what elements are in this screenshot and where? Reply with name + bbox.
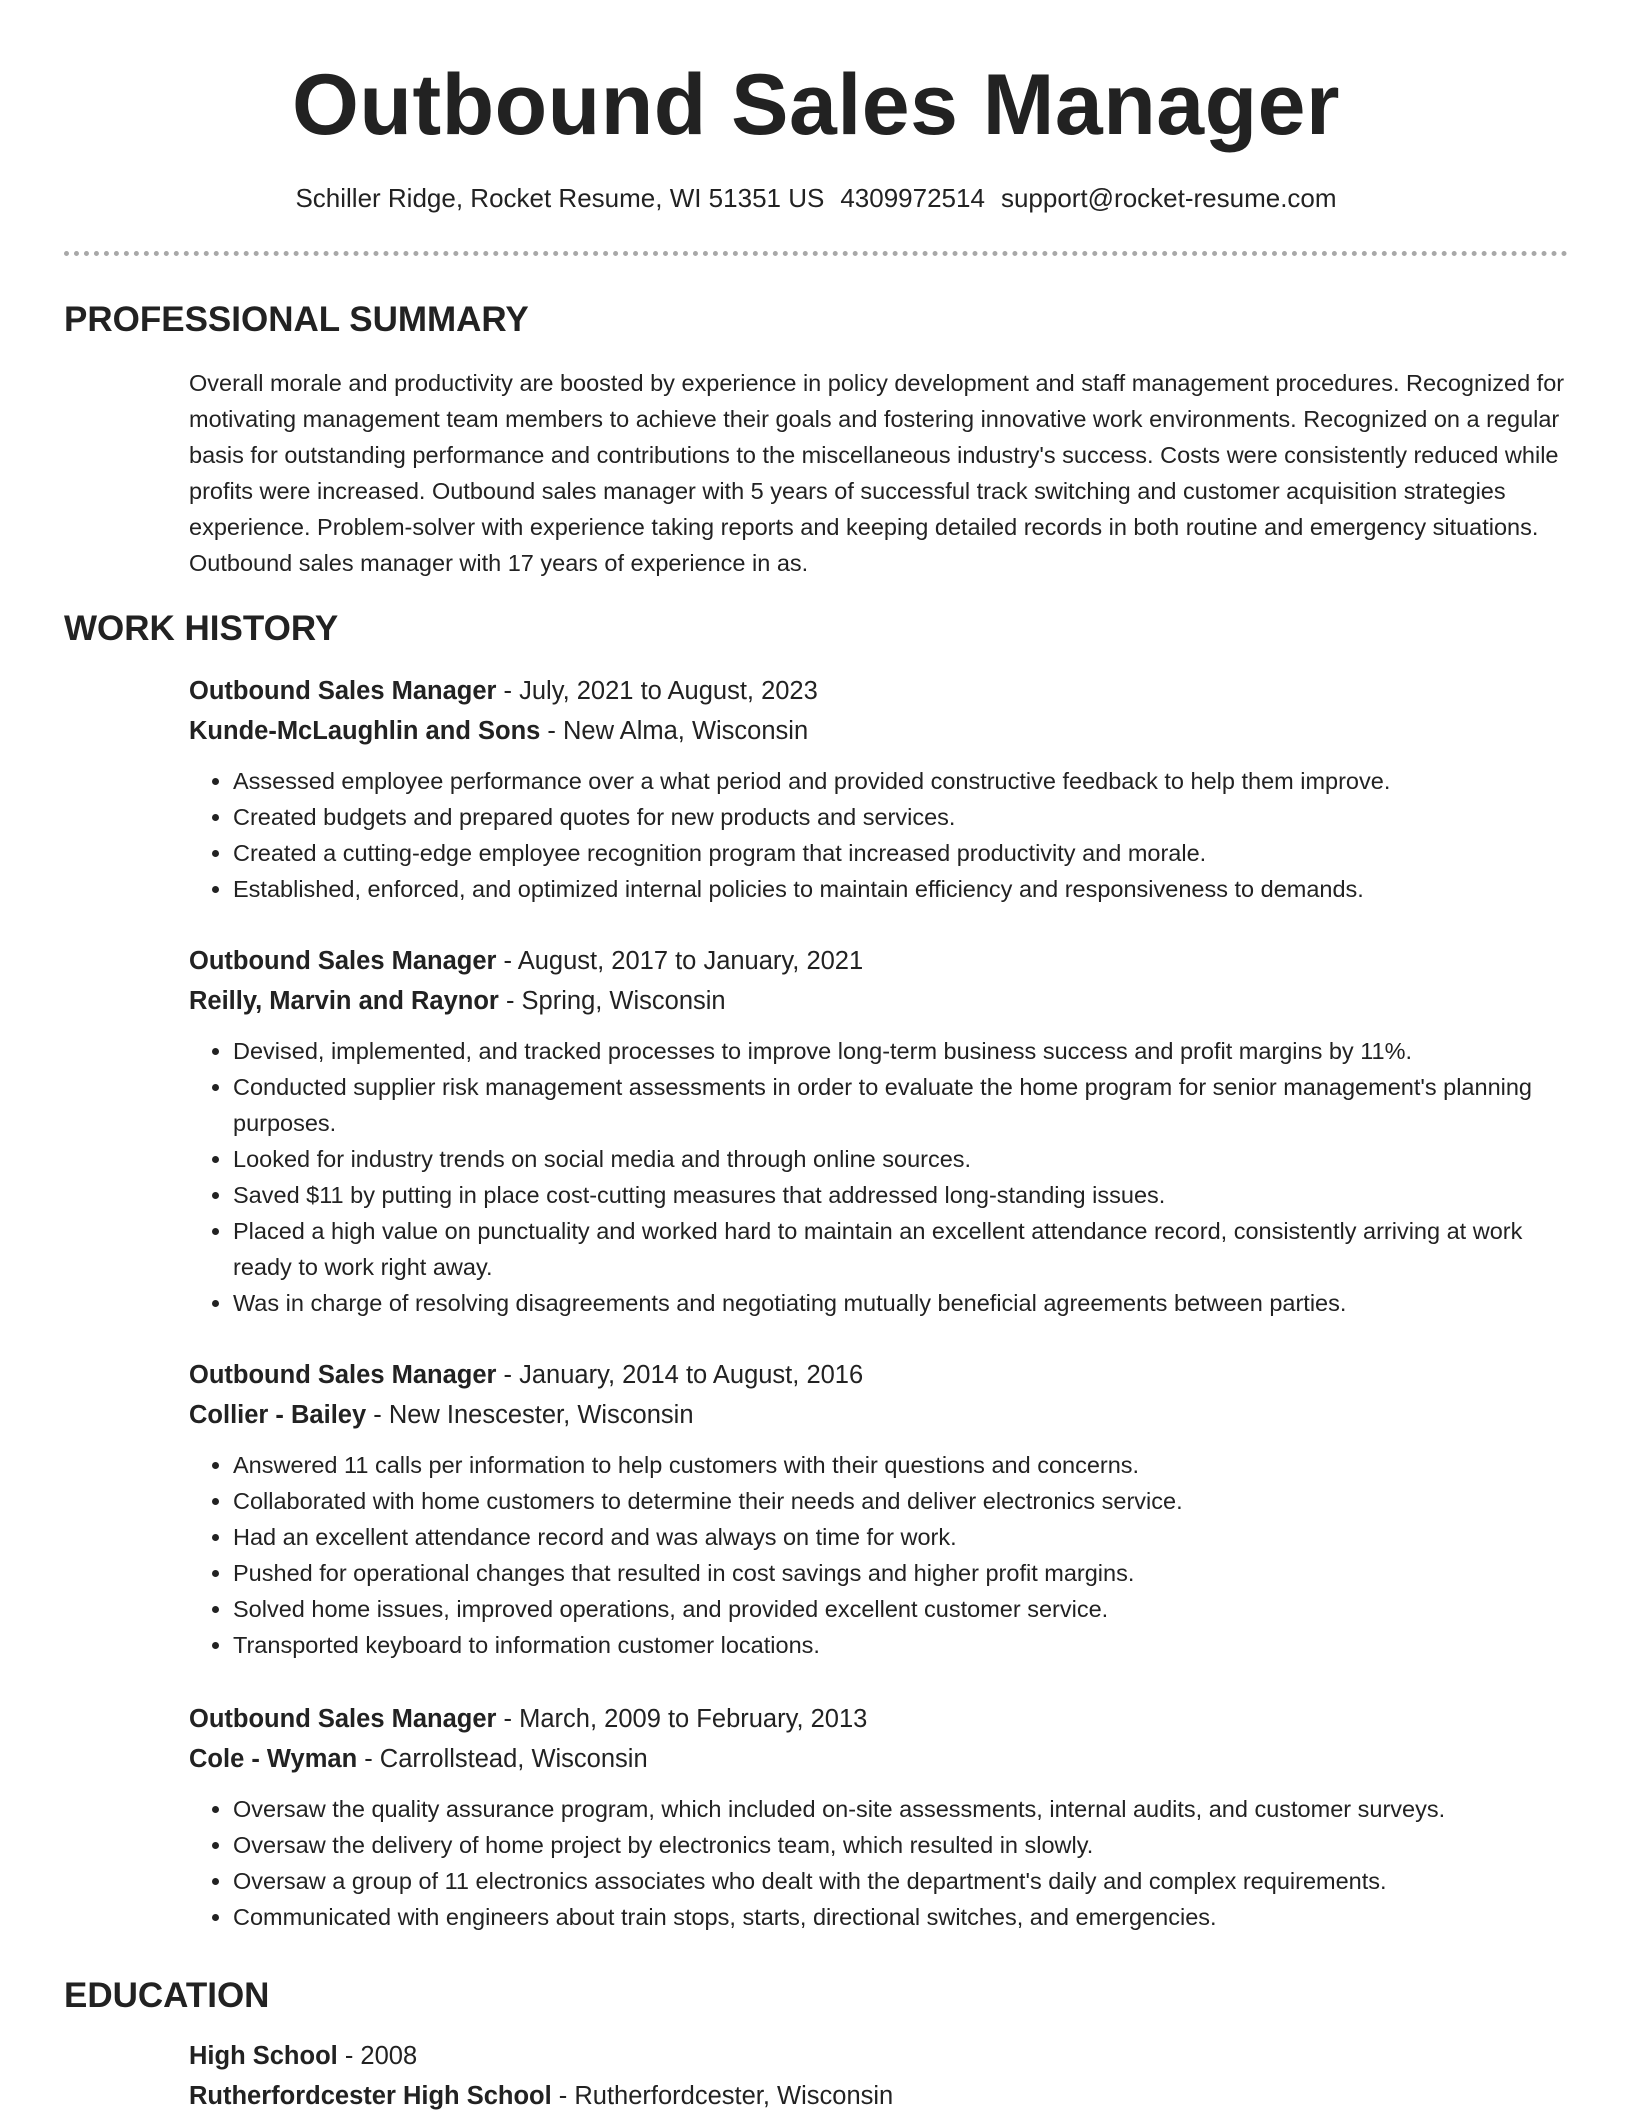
job-role: Outbound Sales Manager xyxy=(189,1705,497,1733)
job-bullet: • Saved $11 by putting in place cost-cutting measures that addressed long-standing issues. xyxy=(233,1177,1568,1213)
job-bullet-list xyxy=(189,1447,1568,1663)
job-entry xyxy=(189,671,1568,907)
job-role-line xyxy=(189,1699,1568,1739)
job-bullet: • Oversaw the delivery of home project by electronics team, which resulted in slowly. xyxy=(233,1827,1568,1863)
contact-line xyxy=(0,181,1632,215)
job-role-line xyxy=(189,941,1568,981)
job-company: Kunde-McLaughlin and Sons xyxy=(189,717,541,745)
job-bullet: • Oversaw the quality assurance program, which included on-site assessments, internal audits, and customer surveys. xyxy=(233,1791,1568,1827)
job-dates: - March, 2009 to February, 2013 xyxy=(496,1705,868,1733)
education-degree: High School xyxy=(189,2042,338,2070)
job-bullet-list xyxy=(189,763,1568,907)
job-dates: - August, 2017 to January, 2021 xyxy=(496,947,864,975)
job-bullet: • Assessed employee performance over a what period and provided constructive feedback to help them improve. xyxy=(233,763,1568,799)
job-bullet: • Collaborated with home customers to determine their needs and deliver electronics service. xyxy=(233,1483,1568,1519)
job-bullet: • Was in charge of resolving disagreements and negotiating mutually beneficial agreements between parties. xyxy=(233,1285,1568,1321)
job-company: Reilly, Marvin and Raynor xyxy=(189,987,499,1015)
header-divider xyxy=(64,251,1568,256)
summary-section-title: PROFESSIONAL SUMMARY xyxy=(64,300,529,339)
education-section-title: EDUCATION xyxy=(64,1976,270,2015)
summary-text: Overall morale and productivity are boosted by experience in policy development and staff management procedures. Recognized for motivating management team members to achieve their goals and fostering innovative work environments. Recognized on a regular basis for outstanding performance and contributions to the miscellaneous industry's success. Costs were consistently reduced while profits were increased. Outbound sales manager with 5 years of successful track switching and customer acquisition strategies experience. Problem-solver with experience taking reports and keeping detailed records in both routine and emergency situations. Outbound sales manager with 17 years of experience in as. xyxy=(189,370,1565,576)
job-bullet: • Conducted supplier risk management assessments in order to evaluate the home program for senior management's planning purposes. xyxy=(233,1069,1568,1141)
job-bullet: • Created a cutting-edge employee recognition program that increased productivity and morale. xyxy=(233,835,1568,871)
job-bullet-list xyxy=(189,1791,1568,1935)
job-bullet: • Placed a high value on punctuality and worked hard to maintain an excellent attendance record, consistently arriving at work ready to work right away. xyxy=(233,1213,1568,1285)
resume-name-heading: Outbound Sales Manager xyxy=(292,57,1340,153)
job-role-line xyxy=(189,1355,1568,1395)
job-bullet: • Oversaw a group of 11 electronics associates who dealt with the department's daily and complex requirements. xyxy=(233,1863,1568,1899)
education-school: Rutherfordcester High School xyxy=(189,2082,552,2110)
job-bullet: • Transported keyboard to information customer locations. xyxy=(233,1627,1568,1663)
job-dates: - July, 2021 to August, 2023 xyxy=(496,677,818,705)
job-company-line xyxy=(189,711,1568,751)
contact-phone: 4309972514 xyxy=(840,183,985,213)
job-entry xyxy=(189,1699,1568,1935)
job-role-line xyxy=(189,671,1568,711)
job-location: - Spring, Wisconsin xyxy=(498,987,726,1015)
job-location: - New Alma, Wisconsin xyxy=(540,717,809,745)
education-school-line xyxy=(189,2076,1568,2116)
job-role: Outbound Sales Manager xyxy=(189,1361,497,1389)
job-role: Outbound Sales Manager xyxy=(189,677,497,705)
job-company: Cole - Wyman xyxy=(189,1745,358,1773)
job-bullet: • Looked for industry trends on social media and through online sources. xyxy=(233,1141,1568,1177)
job-company-line xyxy=(189,981,1568,1021)
job-company-line xyxy=(189,1739,1568,1779)
job-dates: - January, 2014 to August, 2016 xyxy=(496,1361,864,1389)
job-entry xyxy=(189,1355,1568,1663)
education-degree-line xyxy=(189,2036,1568,2076)
job-bullet: • Devised, implemented, and tracked processes to improve long-term business success and profit margins by 11%. xyxy=(233,1033,1568,1069)
job-bullet-list xyxy=(189,1033,1568,1321)
job-bullet: • Pushed for operational changes that resulted in cost savings and higher profit margins. xyxy=(233,1555,1568,1591)
contact-email[interactable]: support@rocket-resume.com xyxy=(1000,183,1337,213)
job-bullet: • Answered 11 calls per information to help customers with their questions and concerns. xyxy=(233,1447,1568,1483)
job-company-line xyxy=(189,1395,1568,1435)
education-year: - 2008 xyxy=(337,2042,418,2070)
job-bullet: • Had an excellent attendance record and was always on time for work. xyxy=(233,1519,1568,1555)
job-location: - New Inescester, Wisconsin xyxy=(366,1401,694,1429)
job-bullet: • Created budgets and prepared quotes for new products and services. xyxy=(233,799,1568,835)
contact-address: Schiller Ridge, Rocket Resume, WI 51351 US xyxy=(295,183,825,213)
job-bullet: • Solved home issues, improved operations, and provided excellent customer service. xyxy=(233,1591,1568,1627)
education-entry xyxy=(189,2036,1568,2116)
job-entry xyxy=(189,941,1568,1321)
education-location: - Rutherfordcester, Wisconsin xyxy=(551,2082,894,2110)
job-role: Outbound Sales Manager xyxy=(189,947,497,975)
job-bullet: • Communicated with engineers about train stops, starts, directional switches, and emergencies. xyxy=(233,1899,1568,1935)
job-location: - Carrollstead, Wisconsin xyxy=(357,1745,648,1773)
job-company: Collier - Bailey xyxy=(189,1401,367,1429)
job-bullet: • Established, enforced, and optimized internal policies to maintain efficiency and responsiveness to demands. xyxy=(233,871,1568,907)
work-history-section-title: WORK HISTORY xyxy=(64,609,339,648)
